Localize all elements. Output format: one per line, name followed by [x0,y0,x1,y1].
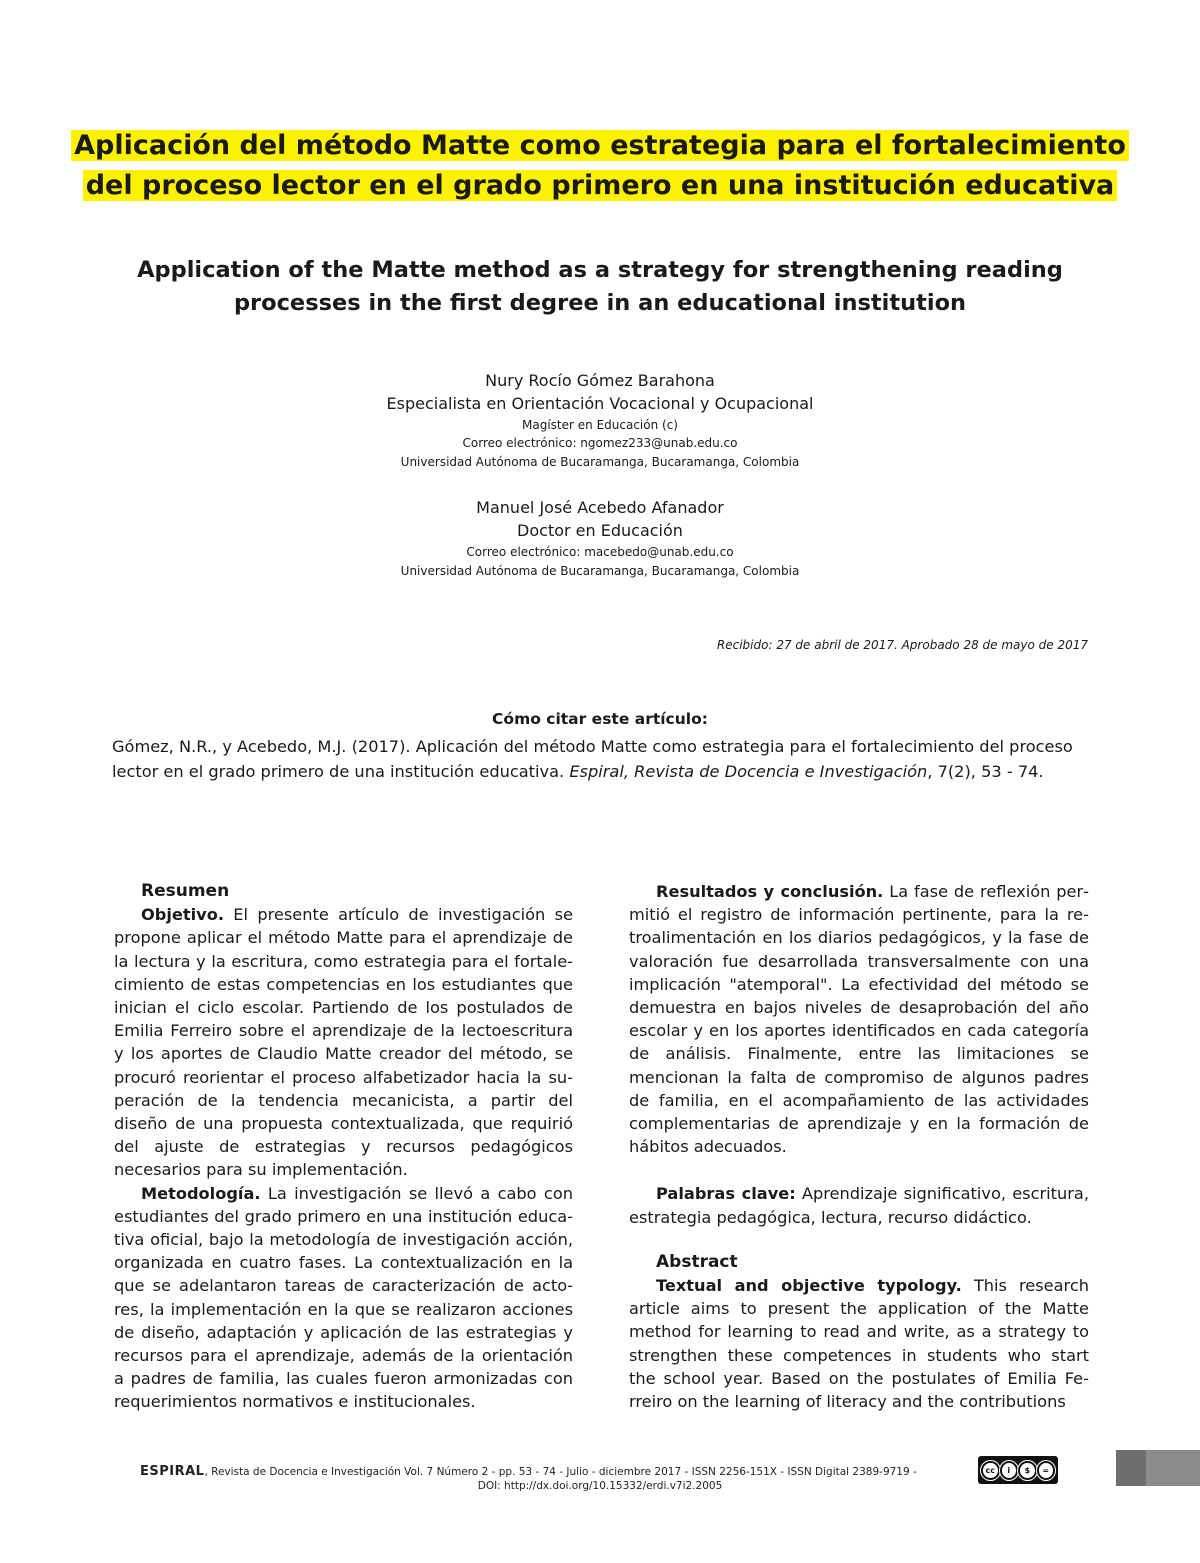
left-column [114,880,573,1414]
objetivo-paragraph [114,903,573,1181]
resultados-text: La fase de reflexión permitió el registro de información pertinente, para la retroalimentación en los diarios pedagógicos, y la fase de valoración fue desarrollada transversalmente con una implicación "atemporal". La efectividad del método se demuestra en bajos niveles de desaprobación del año escolar y en los aportes identificados en cada categoría de análisis. Finalmente, entre las limitaciones se mencionan la falta de compromiso de algunos padres de familia, en el acompañamiento de las actividades complementarias de aprendizaje y en la formación de hábitos adecuados. [629,882,1089,1157]
title-english-line2: processes in the first degree in an educational institution [233,290,967,316]
author1-affiliation: Universidad Autónoma de Bucaramanga, Bucaramanga, Colombia [400,455,800,469]
title-spanish-line1: Aplicación del método Matte como estrategia para el fortalecimiento [71,130,1129,161]
metodologia-text: La investigación se llevó a cabo con estudiantes del grado primero en una institución educativa oficial, bajo la metodología de investigación acción, organizada en cuatro fases. La contextualización en la que se adelantaron tareas de caracterización de actores, la implementación en la que se realizaron acciones de diseño, adaptación y aplicación de las estrategias y recursos para el aprendizaje, además de la orientación a padres de familia, las cuales fueron armonizadas con requerimientos normativos e institucionales. [114,1183,573,1412]
palabras-paragraph [629,1182,1089,1228]
palabras-label: Palabras clave: [656,1184,796,1204]
journal-logo: ESPIRAL [140,1464,205,1479]
citation-heading: Cómo citar este artículo: [492,710,708,728]
title-english-line1: Application of the Matte method as a strategy for strengthening reading [137,257,1063,283]
author1-degree: Magíster en Educación (c) [522,418,678,432]
resultados-paragraph [629,880,1089,1158]
received-approved-dates: Recibido: 27 de abril de 2017. Aprobado 28 de mayo de 2017 [716,638,1088,652]
footer-journal-line [140,1464,917,1479]
citation-text [112,734,1092,784]
creative-commons-icon: cc i $ = [978,1456,1058,1484]
author2-affiliation: Universidad Autónoma de Bucaramanga, Bucaramanga, Colombia [400,564,800,578]
palabras-text: Aprendizaje significativo, escritura, estrategia pedagógica, lectura, recurso didáctico. [629,1184,1089,1227]
author2-email: Correo electrónico: macebedo@unab.edu.co [466,545,734,559]
citation-part1: Gómez, N.R., y Acebedo, M.J. (2017). Aplicación del método Matte como estrategia para el fortalecimiento del proceso lector en el grado primero de una institución educativa. [112,737,1073,781]
right-column [629,880,1089,1413]
citation-part2: , 7(2), 53 - 74. [927,762,1044,781]
resultados-label: Resultados y conclusión. [656,882,884,901]
abstract-heading: Abstract [656,1251,738,1272]
objetivo-label: Objetivo. [141,905,224,925]
title-spanish [0,126,1200,206]
resumen-heading: Resumen [141,881,230,901]
objetivo-text: El presente artículo de investigación se propone aplicar el método Matte para el aprendizaje de la lectura y la escritura, como estrategia para el fortalecimiento de estas competencias en los estudiantes que inician el ciclo escolar. Partiendo de los postulados de Emilia Ferreiro sobre el aprendizaje de la lectoescritura y los aportes de Claudio Matte creador del método, se procuró reorientar el proceso alfabetizador hacia la superación de la tendencia mecanicista, a partir del diseño de una propuesta contextualizada, que requirió del ajuste de estrategias y recursos pedagógicos necesarios para su implementación. [114,905,573,1180]
textual-label: Textual and objective typology. [656,1276,962,1296]
textual-paragraph [629,1274,1089,1413]
footer-journal-info: , Revista de Docencia e Investigación Vol. 7 Número 2 - pp. 53 - 74 - Julio - diciembre 2017 - ISSN 2256-151X - ISSN Digital 2389-9719 - [204,1466,917,1478]
title-english [0,254,1200,320]
title-spanish-line2: del proceso lector en el grado primero en una institución educativa [83,170,1118,201]
page-edge-tab [1116,1450,1200,1486]
footer-doi: DOI: http://dx.doi.org/10.15332/erdi.v7i2.2005 [477,1480,723,1492]
metodologia-label: Metodología. [141,1183,261,1203]
author1-role: Especialista en Orientación Vocacional y Ocupacional [386,394,814,413]
citation-journal: Espiral, Revista de Docencia e Investigación [569,762,928,781]
textual-text: This research article aims to present the application of the Matte method for learning to read and write, as a strategy to strengthen these competences in students who start the school year. Based on the postulates of Emilia Ferreiro on the learning of literacy and the contributions [629,1276,1089,1412]
author2-name: Manuel José Acebedo Afanador [476,498,724,517]
metodologia-paragraph [114,1182,573,1414]
author1-name: Nury Rocío Gómez Barahona [485,371,715,390]
author2-role: Doctor en Educación [517,521,683,540]
author1-email: Correo electrónico: ngomez233@unab.edu.co [462,436,738,450]
